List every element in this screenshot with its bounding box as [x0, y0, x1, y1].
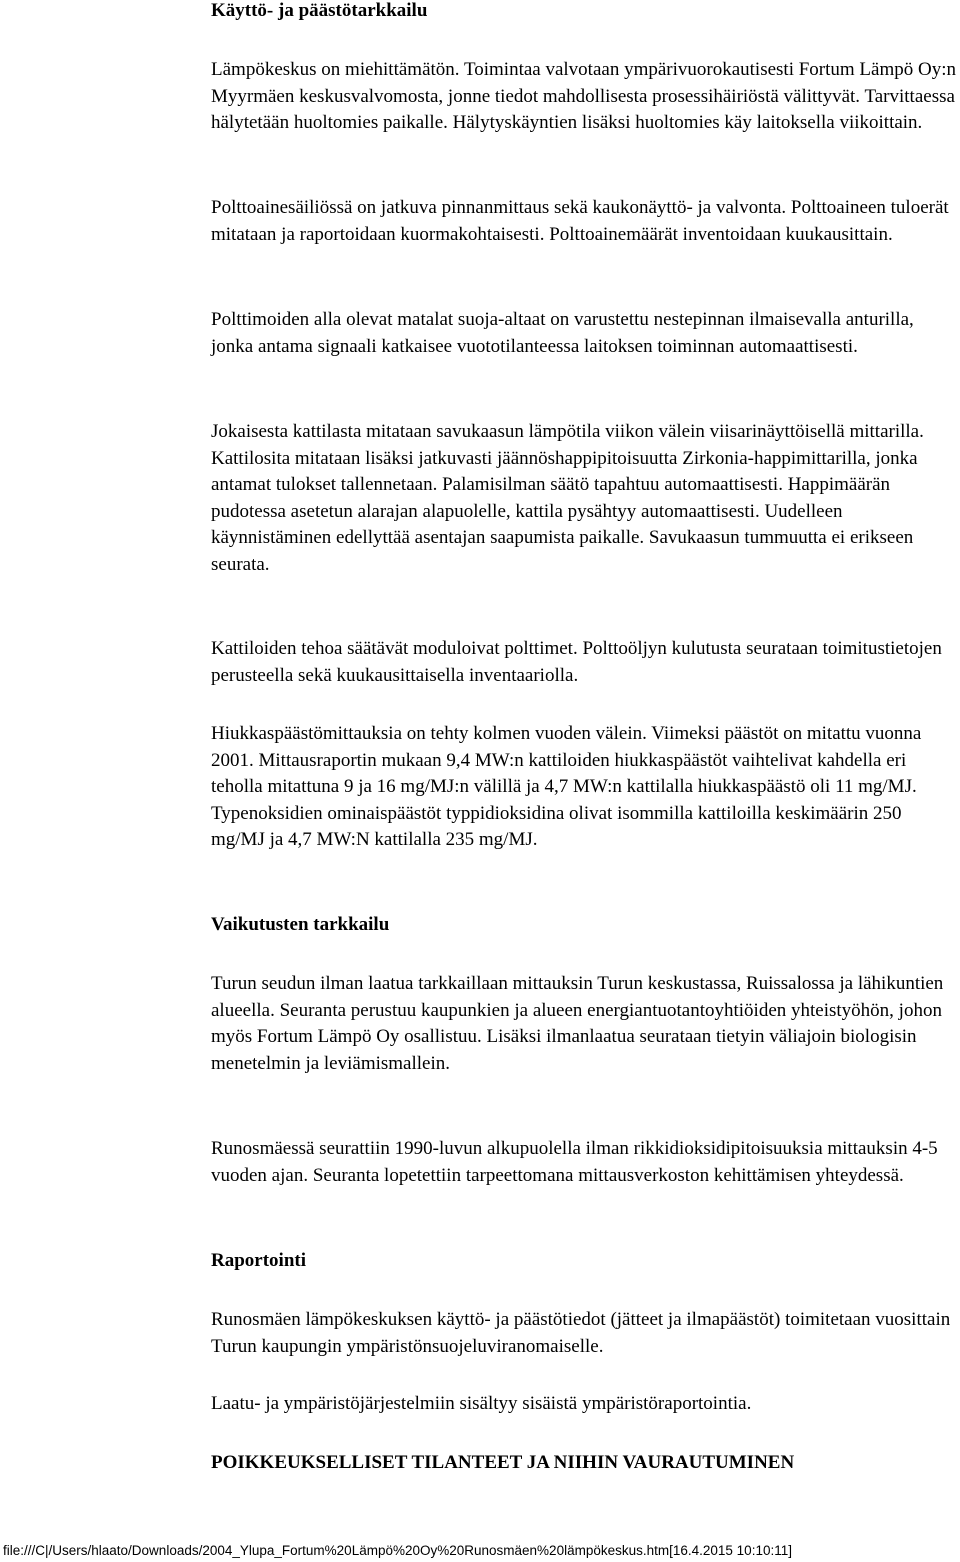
- footer-file-path: file:///C|/Users/hlaato/Downloads/2004_Ylupa_Fortum%20Lämpö%20Oy%20Runosmäen%20lämpökeskus.htm[16.4.2015 10:10:11]: [3, 1543, 792, 1558]
- heading-raportointi: Raportointi: [211, 1250, 306, 1271]
- paragraph-savukaasu: Jokaisesta kattilasta mitataan savukaasun lämpötila viikon välein viisarinäyttöisellä mittarilla. Kattilosita mitataan lisäksi jatkuvasti jäännöshappipitoisuutta Zirkonia-happimittarilla, jonka antamat tulokset tallennetaan. Palamisilman säätö tapahtuu automaattisesti. Happimäärän pudotessa asetetun alarajan alapuolelle, kattila pysähtyy automaattisesti. Uudelleen käynnistäminen edellyttää asentajan saapumista paikalle. Savukaasun tummuutta ei erikseen seurata.: [211, 421, 924, 575]
- heading-vaikutusten-tarkkailu: Vaikutusten tarkkailu: [211, 914, 390, 935]
- paragraph-raportointi: Runosmäen lämpökeskuksen käyttö- ja päästötiedot (jätteet ja ilmapäästöt) toimitetaan vuosittain Turun kaupungin ympäristönsuojeluviranomaiselle.: [211, 1309, 951, 1357]
- paragraph-ilmanlaatu: Turun seudun ilman laatua tarkkaillaan mittauksin Turun keskustassa, Ruissalossa ja lähikuntien alueella. Seuranta perustuu kaupunkien ja alueen energiantuotantoyhtiöiden yhteistyöhön, johon myös Fortum Lämpö Oy osallistuu. Lisäksi ilmanlaatua seurataan tietyin väliajoin biologisin menetelmin ja leviämismallein.: [211, 973, 944, 1074]
- paragraph-miehittamaton: Lämpökeskus on miehittämätön. Toimintaa valvotaan ympärivuorokautisesti Fortum Lämpö Oy:n Myyrmäen keskusvalvomosta, jonne tiedot mahdollisesta prosessihäiriöstä välittyvät. Tarvittaessa hälytetään huoltomies paikalle. Hälytyskäyntien lisäksi huoltomies käy laitoksella viikoittain.: [211, 59, 956, 134]
- paragraph-hiukkaspaastot: Hiukkaspäästömittauksia on tehty kolmen vuoden välein. Viimeksi päästöt on mitattu vuonna 2001. Mittausraportin mukaan 9,4 MW:n kattiloiden hiukkaspäästöt vaihtelivat kahdella eri teholla mitattuna 9 ja 16 mg/MJ:n välillä ja 4,7 MW:n kattilalla hiukkaspäästö oli 11 mg/MJ. Typenoksidien ominaispäästöt typpidioksidina olivat isommilla kattiloilla keskimäärin 250 mg/MJ ja 4,7 MW:N kattilalla 235 mg/MJ.: [211, 723, 922, 851]
- heading-kaytto-ja-paastotarkkailu: Käyttö- ja päästötarkkailu: [211, 0, 428, 21]
- paragraph-laatujarjestelma: Laatu- ja ympäristöjärjestelmiin sisältyy sisäistä ympäristöraportointia.: [211, 1393, 752, 1414]
- heading-poikkeukselliset-tilanteet: POIKKEUKSELLISET TILANTEET JA NIIHIN VAURAUTUMINEN: [211, 1452, 795, 1473]
- paragraph-kattiloiden-teho: Kattiloiden tehoa säätävät moduloivat polttimet. Polttoöljyn kulutusta seurataan toimitustietojen perusteella sekä kuukausittaisella inventaariolla.: [211, 638, 942, 686]
- paragraph-suoja-altaat: Polttimoiden alla olevat matalat suoja-altaat on varustettu nestepinnan ilmaisevalla anturilla, jonka antama signaali katkaisee vuototilanteessa laitoksen toiminnan automaattisesti.: [211, 309, 914, 357]
- paragraph-polttoainesailio: Polttoainesäiliössä on jatkuva pinnanmittaus sekä kaukonäyttö- ja valvonta. Polttoaineen tuloerät mitataan ja raportoidaan kuormakohtaisesti. Polttoainemäärät inventoidaan kuukausittain.: [211, 197, 949, 245]
- paragraph-runosmaki-seuranta: Runosmäessä seurattiin 1990-luvun alkupuolella ilman rikkidioksidipitoisuuksia mittauksin 4-5 vuoden ajan. Seuranta lopetettiin tarpeettomana mittausverkoston kehittämisen yhteydessä.: [211, 1138, 938, 1186]
